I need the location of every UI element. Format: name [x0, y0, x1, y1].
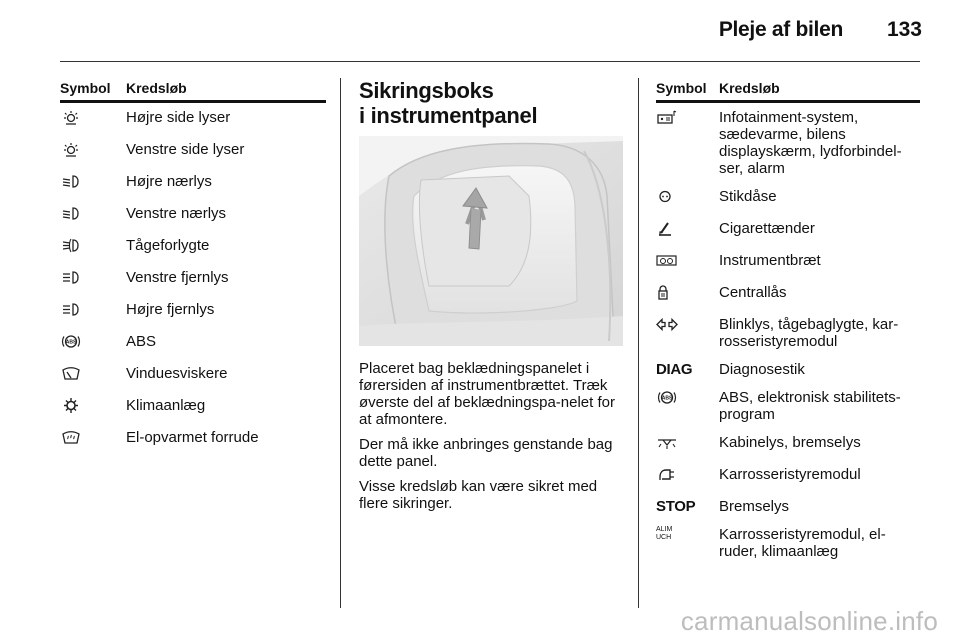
header-rule [60, 61, 920, 62]
table-row [60, 231, 326, 263]
socket-icon [656, 188, 680, 206]
table-row [60, 135, 326, 167]
circuit-label: Højre fjernlys [126, 301, 215, 318]
table-row [656, 310, 920, 355]
svg-text:ABS: ABS [661, 395, 673, 402]
right-fuse-table [656, 78, 920, 565]
left-side-light-icon [60, 141, 84, 159]
watermark: carmanualsonline.info [680, 606, 938, 636]
central-lock-icon [656, 284, 680, 302]
circuit-label: Blinklys, tågebaglygte, kar-rosseristyremodul [719, 316, 899, 350]
paragraph: Visse kredsløb kan være sikret med flere sikringer. [359, 478, 598, 512]
section-heading-line1: Sikringsboks [359, 78, 494, 103]
table-row [60, 391, 326, 423]
table-row [656, 214, 920, 246]
infotainment-icon [656, 109, 680, 127]
column-divider-right [638, 78, 639, 608]
table-row [60, 199, 326, 231]
right-high-beam-icon [60, 301, 84, 319]
cigarette-lighter-icon [656, 220, 680, 238]
circuit-label: Karrosseristyremodul, el-ruder, klimaanlæg [719, 526, 886, 560]
fuse-box-description [359, 360, 624, 520]
table-row [656, 182, 920, 214]
table-row [60, 423, 326, 455]
page-title: Pleje af bilen [718, 18, 843, 41]
circuit-label: Centrallås [719, 284, 787, 301]
table-row [656, 102, 920, 183]
instrument-panel-icon [656, 252, 680, 270]
column-header-circuit: Kredsløb [126, 78, 326, 102]
table-row [656, 492, 920, 520]
left-fuse-table [60, 78, 326, 455]
circuit-label: Cigarettænder [719, 220, 815, 237]
table-row [656, 520, 920, 565]
turn-signal-icon [656, 316, 680, 334]
page-number: 133 [886, 18, 922, 41]
paragraph: Placeret bag beklædningspanelet i førersiden af instrumentbrættet. Træk øverste del af beklædningspa-nelet for at afmontere. [359, 360, 615, 428]
left-high-beam-icon [60, 269, 84, 287]
table-row [656, 278, 920, 310]
table-header-row [60, 78, 326, 102]
circuit-label: Karrosseristyremodul [719, 466, 861, 483]
interior-light-icon [656, 434, 680, 452]
circuit-label: Vinduesviskere [126, 365, 228, 382]
table-row [60, 263, 326, 295]
table-row [60, 295, 326, 327]
right-low-beam-icon [60, 173, 84, 191]
fog-light-icon [60, 237, 84, 255]
table-header-row [656, 78, 920, 102]
circuit-label: Tågeforlygte [126, 237, 210, 254]
left-low-beam-icon [60, 205, 84, 223]
fuse-box-section [359, 78, 624, 128]
abs-icon [656, 389, 680, 407]
paragraph: Der må ikke anbringes genstande bag dette panel. [359, 436, 613, 470]
table-row [60, 102, 326, 136]
climate-fan-icon [60, 397, 84, 415]
table-row [656, 246, 920, 278]
fuse-box-photo [359, 136, 623, 346]
body-control-icon [656, 466, 680, 484]
alim-text: ALIM [656, 526, 673, 533]
circuit-label: Instrumentbræt [719, 252, 821, 269]
section-heading [359, 78, 624, 128]
circuit-label: Stikdåse [719, 188, 777, 205]
circuit-label: ABS [126, 333, 157, 350]
alim-uch-symbol [656, 526, 672, 542]
circuit-label: Venstre side lyser [126, 141, 245, 158]
table-row [656, 428, 920, 460]
uch-text: UCH [656, 534, 672, 541]
wiper-icon [60, 365, 84, 383]
circuit-label: Diagnosestik [719, 361, 805, 378]
stop-symbol: STOP [656, 498, 696, 515]
circuit-label: ABS, elektronisk stabilitets-program [719, 389, 901, 423]
circuit-label: Højre nærlys [126, 173, 212, 190]
column-header-circuit: Kredsløb [719, 78, 920, 102]
circuit-label: Kabinelys, bremselys [719, 434, 861, 451]
svg-text:ABS: ABS [65, 339, 77, 346]
column-header-symbol: Symbol [60, 78, 126, 102]
column-divider-left [340, 78, 341, 608]
circuit-label: Venstre fjernlys [126, 269, 229, 286]
table-row [656, 383, 920, 428]
circuit-label: Venstre nærlys [126, 205, 227, 222]
right-side-light-icon [60, 109, 84, 127]
table-row [656, 355, 920, 383]
circuit-label: Klimaanlæg [126, 397, 206, 414]
circuit-label: El-opvarmet forrude [126, 429, 259, 446]
abs-icon [60, 333, 84, 351]
page-header [0, 0, 960, 62]
table-row [60, 359, 326, 391]
column-header-symbol: Symbol [656, 78, 719, 102]
circuit-label: Bremselys [719, 498, 790, 515]
table-row [60, 167, 326, 199]
circuit-label: Infotainment-system, sædevarme, bilens displayskærm, lydforbindel-ser, alarm [719, 109, 902, 177]
circuit-label: Højre side lyser [126, 109, 231, 126]
section-heading-line2: i instrumentpanel [359, 103, 538, 128]
heated-windscreen-icon [60, 429, 84, 447]
table-row [656, 460, 920, 492]
diag-symbol: DIAG [656, 361, 693, 378]
table-row [60, 327, 326, 359]
